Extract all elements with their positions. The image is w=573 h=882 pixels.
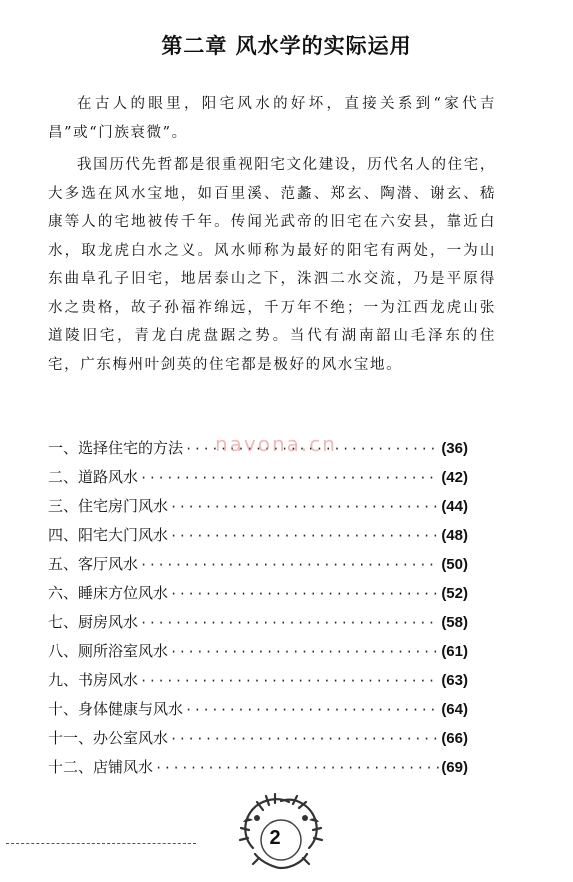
chapter-title: 第二章 风水学的实际运用: [161, 34, 412, 58]
footer-dashed-rule: [6, 843, 196, 844]
body-text: [48, 90, 496, 379]
toc-item-title: 一、选择住宅的方法: [48, 439, 184, 457]
toc-item-title: 七、厨房风水: [48, 613, 139, 631]
toc-leader-dots: [140, 616, 439, 630]
paragraph-2: 我国历代先哲都是很重视阳宅文化建设，历代名人的住宅，大多选在风水宝地，如百里溪、范蠡、郑玄、陶潜、谢玄、嵇康等人的宅地被传千年。传闻光武帝的旧宅在六安县，靠近白水，取龙虎白水之义。风水师称为最好的阳宅有两处，一为山东曲阜孔子旧宅，地居泰山之下，洙泗二水交流，乃是平原得水之贵格，故子孙福祚绵远，千万年不绝；一为江西龙虎山张道陵旧宅，青龙白虎盘踞之势。当代有湖南韶山毛泽东的住宅，广东梅州叶剑英的住宅都是极好的风水宝地。: [48, 157, 496, 373]
page-number: 2: [269, 827, 281, 849]
toc-item: [48, 524, 468, 553]
toc-item-page: (64): [441, 701, 468, 718]
toc-item-title: 四、阳宅大门风水: [48, 526, 169, 544]
toc-item-page: (36): [441, 440, 468, 457]
toc-item-title: 二、道路风水: [48, 468, 139, 486]
toc-leader-dots: [155, 761, 439, 775]
toc-item: [48, 466, 468, 495]
toc-item-page: (50): [441, 556, 468, 573]
toc-item-title: 六、睡床方位风水: [48, 584, 169, 602]
toc-leader-dots: [185, 442, 439, 456]
toc-item-title: 十一、办公室风水: [48, 729, 169, 747]
toc-item-page: (69): [441, 759, 468, 776]
watermark: navona.cn: [215, 432, 337, 456]
toc-item-page: (58): [441, 614, 468, 631]
toc-leader-dots: [140, 558, 439, 572]
toc-item-title: 五、客厅风水: [48, 555, 139, 573]
toc-item-title: 十二、店铺风水: [48, 758, 154, 776]
toc-item-page: (52): [441, 585, 468, 602]
toc-item-title: 八、厕所浴室风水: [48, 642, 169, 660]
toc-item-page: (63): [441, 672, 468, 689]
table-of-contents: [48, 437, 468, 785]
toc-item-page: (61): [441, 643, 468, 660]
toc-leader-dots: [170, 587, 439, 601]
toc-item: [48, 495, 468, 524]
paragraph-1: 在古人的眼里，阳宅风水的好坏，直接关系到“家代吉昌”或“门族衰微”。: [48, 96, 496, 141]
toc-item: [48, 727, 468, 756]
toc-item-title: 三、住宅房门风水: [48, 497, 169, 515]
toc-leader-dots: [140, 674, 439, 688]
toc-leader-dots: [185, 703, 439, 717]
toc-item: [48, 756, 468, 785]
toc-item-title: 十、身体健康与风水: [48, 700, 184, 718]
toc-leader-dots: [170, 500, 439, 514]
toc-item: [48, 437, 468, 466]
toc-item-page: (42): [441, 469, 468, 486]
toc-item-page: (66): [441, 730, 468, 747]
toc-item-page: (44): [441, 498, 468, 515]
toc-leader-dots: [140, 471, 439, 485]
toc-item: [48, 611, 468, 640]
toc-item: [48, 640, 468, 669]
toc-item-title: 九、书房风水: [48, 671, 139, 689]
toc-item: [48, 553, 468, 582]
toc-leader-dots: [170, 732, 439, 746]
toc-leader-dots: [170, 529, 439, 543]
toc-item: [48, 582, 468, 611]
toc-item: [48, 669, 468, 698]
toc-item-page: (48): [441, 527, 468, 544]
toc-item: [48, 698, 468, 727]
toc-leader-dots: [170, 645, 439, 659]
